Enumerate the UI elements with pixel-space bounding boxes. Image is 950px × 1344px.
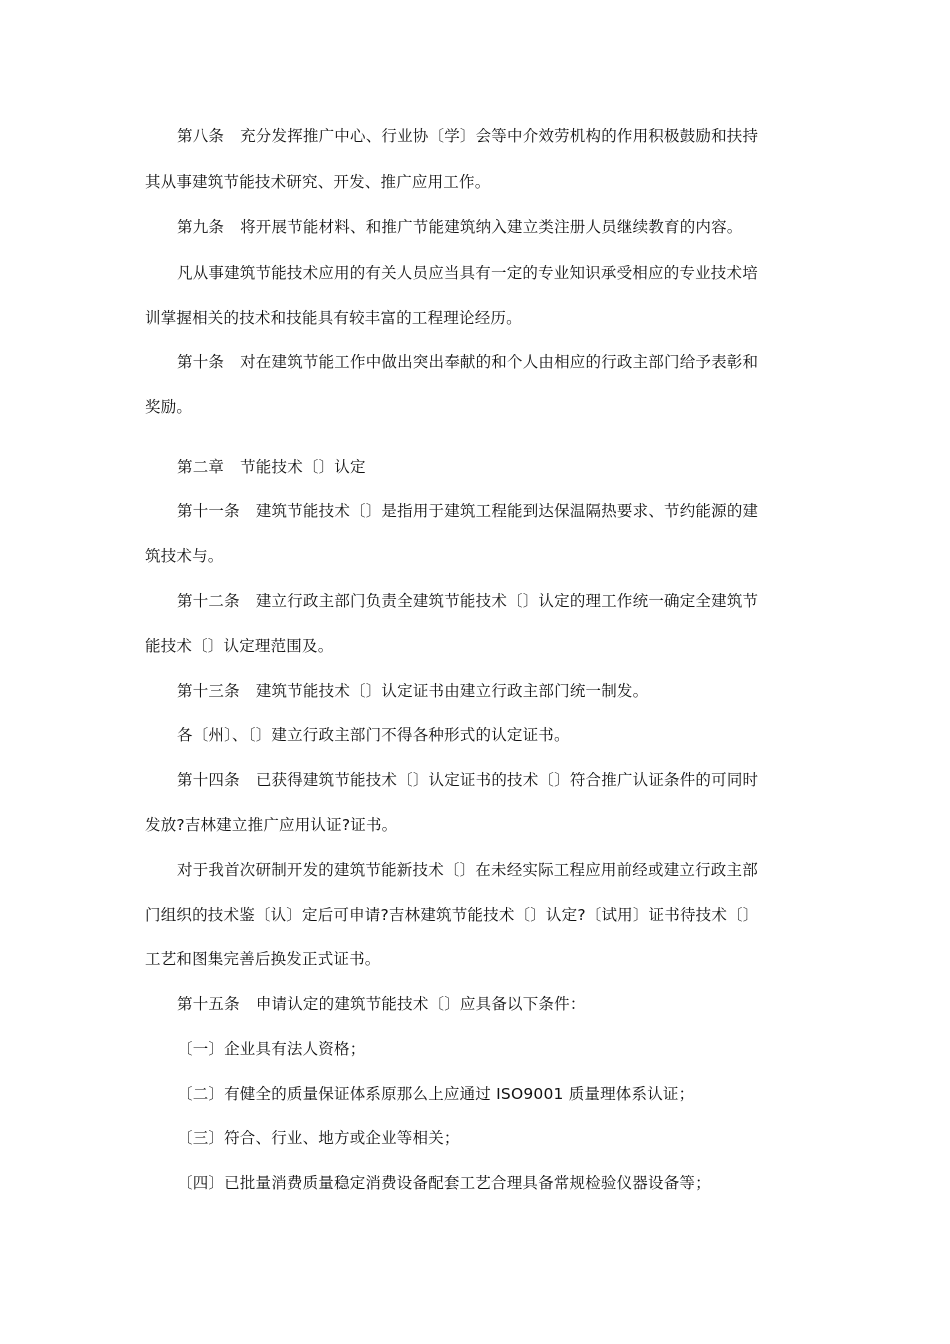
chapter-title: 节能技术〔〕认定 (240, 458, 366, 476)
paragraph-line: 其从事建筑节能技术研究、开发、推广应用工作。 (145, 173, 491, 191)
paragraph-line: 对于我首次研制开发的建筑节能新技术〔〕在未经实际工程应用前经或建立行政主部 (177, 861, 758, 879)
article-number: 第十一条 (177, 502, 240, 520)
article-number: 第十四条 (177, 771, 240, 789)
paragraph-line (177, 501, 805, 521)
paragraph-line (177, 681, 805, 701)
article-text: 建立行政主部门负责全建筑节能技术〔〕认定的理工作统一确定全建筑节 (255, 592, 759, 610)
paragraph-line (177, 994, 805, 1014)
list-item: 〔三〕符合、行业、地方或企业等相关； (177, 1129, 460, 1147)
paragraph-line: 门组织的技术鉴〔认〕定后可申请?吉林建筑节能技术〔〕认定?〔试用〕证书待技术〔〕 (145, 906, 759, 924)
paragraph-line: 各〔州〕、〔〕建立行政主部门不得各种形式的认定证书。 (177, 726, 570, 744)
paragraph-line (177, 591, 805, 611)
article-number: 第八条 (177, 127, 225, 145)
list-item: 〔一〕企业具有法人资格； (177, 1040, 366, 1058)
article-text: 已获得建筑节能技术〔〕认定证书的技术〔〕符合推广认证条件的可同时 (255, 771, 759, 789)
paragraph-line (177, 217, 805, 237)
article-text: 对在建筑节能工作中做出突出奉献的和个人由相应的行政主部门给予表彰和 (240, 353, 759, 371)
article-number: 第九条 (177, 218, 225, 236)
paragraph-line: 能技术〔〕认定理范围及。 (145, 637, 334, 655)
article-text: 建筑节能技术〔〕是指用于建筑工程能到达保温隔热要求、节约能源的建 (255, 502, 759, 520)
paragraph-line: 凡从事建筑节能技术应用的有关人员应当具有一定的专业知识承受相应的专业技术培 (177, 264, 758, 282)
paragraph-line (177, 770, 805, 790)
paragraph-line: 工艺和图集完善后换发正式证书。 (145, 950, 381, 968)
paragraph-line: 筑技术与。 (145, 547, 224, 565)
article-text: 建筑节能技术〔〕认定证书由建立行政主部门统一制发。 (255, 682, 649, 700)
article-number: 第十五条 (177, 995, 240, 1013)
paragraph-line: 发放?吉林建立推广应用认证?证书。 (145, 816, 398, 834)
article-text: 将开展节能材料、和推广节能建筑纳入建立类注册人员继续教育的内容。 (240, 218, 743, 236)
chapter-heading (177, 457, 805, 477)
article-number: 第十二条 (177, 592, 240, 610)
article-number: 第十条 (177, 353, 225, 371)
article-number: 第十三条 (177, 682, 240, 700)
list-item: 〔四〕已批量消费质量稳定消费设备配套工艺合理具备常规检验仪器设备等； (177, 1174, 711, 1192)
paragraph-line (177, 352, 805, 372)
paragraph-line (177, 126, 805, 146)
paragraph-line: 训掌握相关的技术和技能具有较丰富的工程理论经历。 (145, 309, 522, 327)
paragraph-line: 奖励。 (145, 398, 193, 416)
article-text: 充分发挥推广中心、行业协〔学〕会等中介效劳机构的作用积极鼓励和扶持 (240, 127, 759, 145)
article-text: 申请认定的建筑节能技术〔〕应具备以下条件： (255, 995, 586, 1013)
chapter-number: 第二章 (177, 458, 225, 476)
list-item: 〔二〕有健全的质量保证体系原那么上应通过 ISO9001 质量理体系认证； (177, 1085, 695, 1103)
